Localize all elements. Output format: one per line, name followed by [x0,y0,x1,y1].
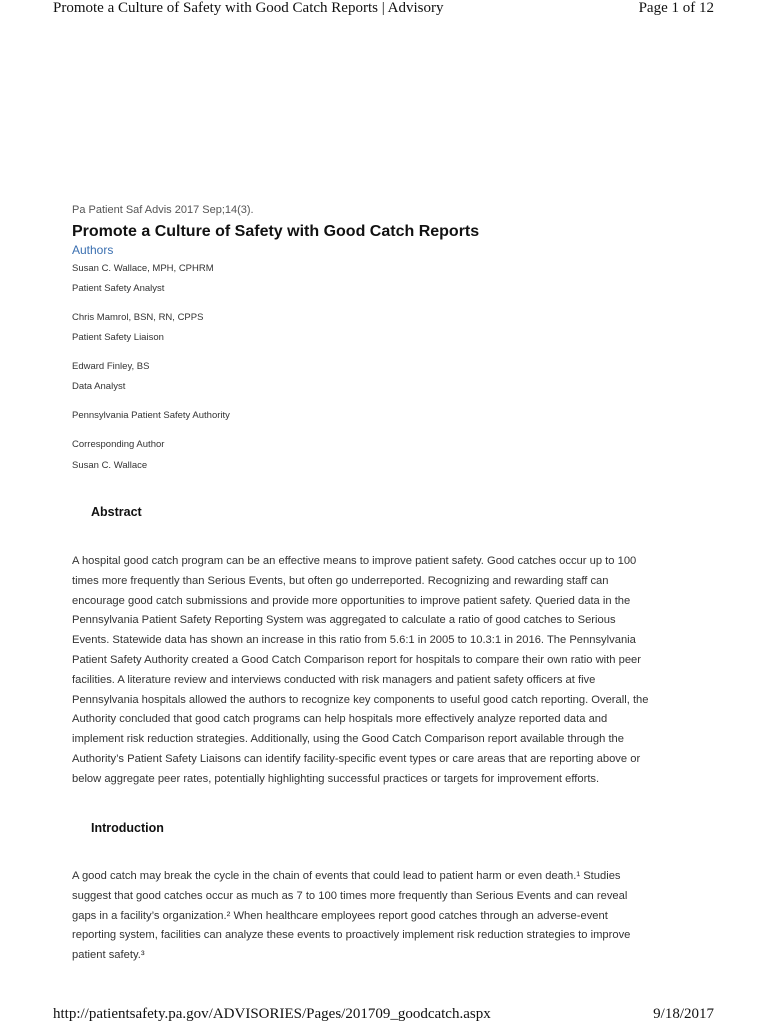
introduction-line: gaps in a facility’s organization.² When healthcare employees report good catches through an adverse-event [72,909,608,922]
introduction-paragraph [72,867,702,966]
author-role: Patient Safety Liaison [72,332,164,343]
abstract-line: A hospital good catch program can be an effective means to improve patient safety. Good catches occur up to 100 [72,555,637,567]
citation: Pa Patient Saf Advis 2017 Sep;14(3). [72,204,254,216]
introduction-line: A good catch may break the cycle in the chain of events that could lead to patient harm or even death.¹ Studies [72,870,621,882]
abstract-line: Events. Statewide data has shown an increase in this ratio from 5.6:1 in 2005 to 10.3:1 in 2016. The Pennsylvania [72,634,636,647]
abstract-line: Patient Safety Authority created a Good Catch Comparison report for hospitals to compare their own ratio with peer [72,653,641,666]
abstract-line: implement risk reduction strategies. Additionally, using the Good Catch Comparison report available through the [72,733,625,746]
introduction-line: reporting system, facilities can analyze these events to proactively implement risk reduction strategies to improve [72,929,631,942]
abstract-line: encourage good catch submissions and provide more opportunities to improve patient safety. Queried data in the [72,594,631,607]
corresponding-author-label: Corresponding Author [72,439,165,450]
abstract-line: facilities. A literature review and interviews conducted with risk managers and patient safety officers at five [72,673,596,686]
abstract-heading: Abstract [91,505,142,519]
introduction-heading: Introduction [91,821,164,835]
author-name: Susan C. Wallace, MPH, CPHRM [72,263,214,274]
introduction-line: patient safety.³ [72,949,145,962]
corresponding-author-name: Susan C. Wallace [72,460,148,471]
abstract-line: Authority concluded that good catch programs can help hospitals more effectively analyze reported data and [72,713,608,726]
organization: Pennsylvania Patient Safety Authority [72,410,230,421]
author-name: Edward Finley, BS [72,361,150,372]
authors-link[interactable]: Authors [72,243,114,257]
author-role: Data Analyst [72,381,126,392]
print-header-title: Promote a Culture of Safety with Good Catch Reports | Advisory [53,0,444,16]
abstract-line: below aggregate peer rates, potentially highlighting successful practices or targets for improvement efforts. [72,772,600,785]
print-footer-date: 9/18/2017 [653,1006,714,1022]
abstract-line: Authority’s Patient Safety Liaisons can identify facility-specific event types or care areas that are reporting above or [72,752,641,765]
print-footer-url: http://patientsafety.pa.gov/ADVISORIES/Pages/201709_goodcatch.aspx [53,1006,491,1022]
article-title: Promote a Culture of Safety with Good Catch Reports [72,223,480,240]
abstract-line: Pennsylvania Patient Safety Reporting System was aggregated to calculate a ratio of good catches to Serious [72,614,616,627]
abstract-line: times more frequently than Serious Events, but often go underreported. Recognizing and rewarding staff can [72,574,609,587]
author-name: Chris Mamrol, BSN, RN, CPPS [72,312,204,323]
author-role: Patient Safety Analyst [72,283,165,294]
abstract-line: Pennsylvania hospitals allowed the authors to recognize key components to useful good catch reporting. Overall, the [72,693,649,706]
print-header-page-number: Page 1 of 12 [638,0,714,16]
introduction-line: suggest that good catches occur as much as 7 to 100 times more frequently than Serious Events and can reveal [72,889,628,902]
abstract-paragraph [72,552,702,790]
